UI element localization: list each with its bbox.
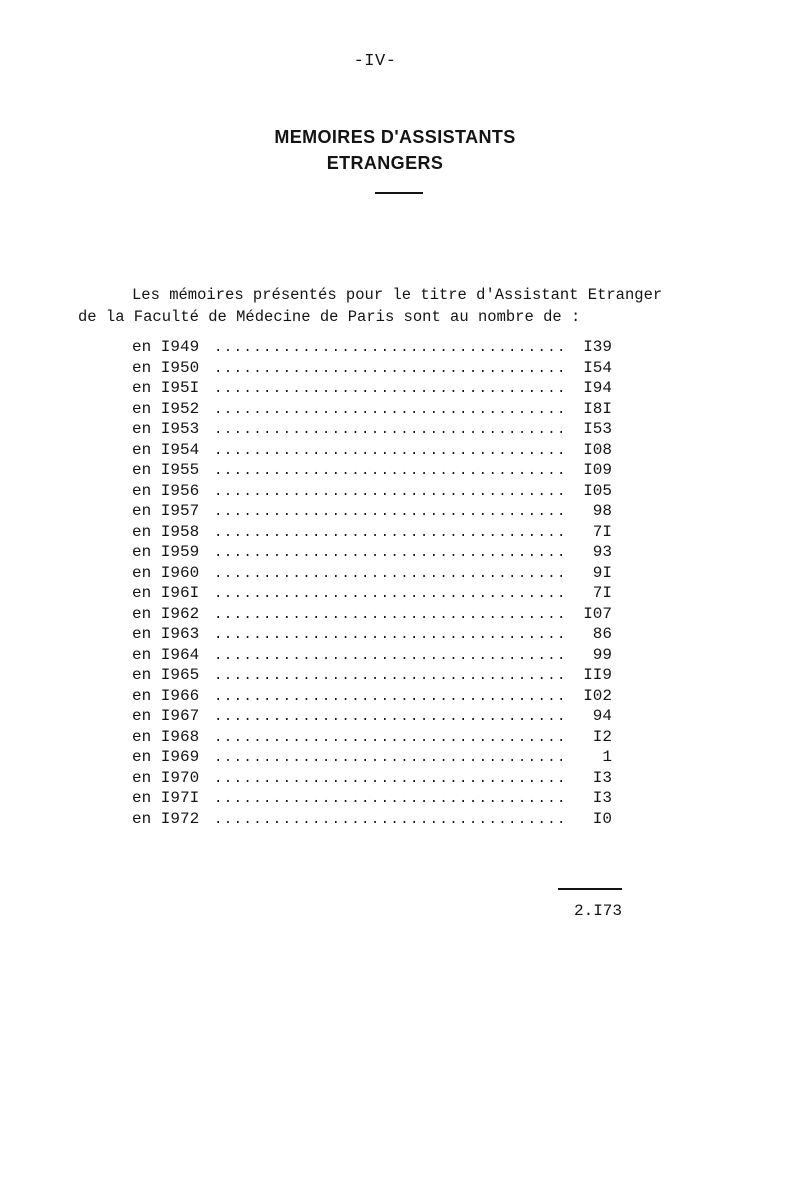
year-label: en I964 — [132, 645, 200, 664]
list-item — [132, 769, 612, 790]
year-label: en I96I — [132, 584, 200, 602]
count-value: I0 — [592, 809, 612, 828]
list-item — [132, 687, 612, 708]
year-label: en I963 — [132, 625, 200, 643]
year-label: en I970 — [132, 768, 200, 787]
year-label: en I956 — [132, 481, 200, 500]
intro-paragraph — [78, 284, 768, 328]
count-value: 1 — [602, 748, 612, 766]
year-label: en I952 — [132, 399, 200, 418]
dot-leader — [214, 709, 564, 725]
count-value: II9 — [583, 666, 612, 684]
count-value: I39 — [583, 338, 612, 356]
count-value: I54 — [583, 358, 612, 377]
dot-leader — [214, 484, 564, 500]
list-item — [132, 461, 612, 482]
dot-leader — [214, 627, 564, 643]
dot-leader — [214, 750, 564, 766]
dot-leader — [214, 689, 564, 705]
list-item — [132, 584, 612, 605]
year-label: en I97I — [132, 789, 200, 807]
list-item — [132, 338, 612, 359]
list-item — [132, 400, 612, 421]
dot-leader — [214, 422, 564, 438]
year-label: en I95I — [132, 379, 200, 397]
page-title — [0, 124, 790, 176]
count-value: I53 — [583, 420, 612, 438]
year-count-list — [132, 338, 612, 830]
list-item — [132, 707, 612, 728]
year-label: en I957 — [132, 502, 200, 520]
page-number: -IV- — [353, 52, 397, 71]
count-value: I2 — [592, 727, 612, 746]
year-label: en I950 — [132, 358, 200, 377]
list-item — [132, 748, 612, 769]
dot-leader — [214, 361, 564, 377]
count-value: I07 — [583, 604, 612, 623]
dot-leader — [214, 504, 564, 520]
count-value: 94 — [592, 707, 612, 725]
list-item — [132, 482, 612, 503]
count-value: I08 — [583, 440, 612, 459]
list-item — [132, 728, 612, 749]
year-label: en I958 — [132, 522, 200, 541]
year-label: en I969 — [132, 748, 200, 766]
dot-leader — [214, 730, 564, 746]
count-value: 7I — [592, 522, 612, 541]
count-value: 98 — [592, 502, 612, 520]
count-value: I94 — [583, 379, 612, 397]
total-rule — [558, 888, 622, 890]
list-item — [132, 502, 612, 523]
count-value: I3 — [592, 789, 612, 807]
total-value: 2.I73 — [573, 902, 622, 920]
year-label: en I962 — [132, 604, 200, 623]
dot-leader — [214, 668, 564, 684]
dot-leader — [214, 402, 564, 418]
year-label: en I954 — [132, 440, 200, 459]
count-value: 93 — [592, 543, 612, 561]
count-value: 86 — [592, 625, 612, 643]
dot-leader — [214, 545, 564, 561]
year-label: en I966 — [132, 686, 200, 705]
title-line-1: MEMOIRES D'ASSISTANTS — [274, 127, 516, 147]
title-line-2: ETRANGERS — [326, 153, 444, 173]
year-label: en I949 — [132, 338, 200, 356]
list-item — [132, 523, 612, 544]
dot-leader — [214, 648, 564, 664]
dot-leader — [214, 443, 564, 459]
count-value: 99 — [592, 645, 612, 664]
dot-leader — [214, 586, 564, 602]
list-item — [132, 359, 612, 380]
intro-line-2: de la Faculté de Médecine de Paris sont au nombre de : — [78, 308, 581, 326]
count-value: I09 — [583, 461, 612, 479]
dot-leader — [214, 566, 564, 582]
dot-leader — [214, 607, 564, 623]
list-item — [132, 564, 612, 585]
list-item — [132, 810, 612, 831]
dot-leader — [214, 340, 564, 356]
count-value: I05 — [583, 481, 612, 500]
dot-leader — [214, 463, 564, 479]
list-item — [132, 605, 612, 626]
list-item — [132, 646, 612, 667]
year-label: en I968 — [132, 727, 200, 746]
dot-leader — [214, 381, 564, 397]
year-label: en I972 — [132, 809, 200, 828]
dot-leader — [214, 791, 564, 807]
title-underline — [375, 192, 423, 194]
count-value: I02 — [583, 686, 612, 705]
list-item — [132, 789, 612, 810]
count-value: 7I — [592, 584, 612, 602]
list-item — [132, 441, 612, 462]
dot-leader — [214, 771, 564, 787]
list-item — [132, 666, 612, 687]
list-item — [132, 420, 612, 441]
year-label: en I967 — [132, 707, 200, 725]
count-value: I8I — [583, 399, 612, 418]
year-label: en I953 — [132, 420, 200, 438]
list-item — [132, 543, 612, 564]
year-label: en I959 — [132, 543, 200, 561]
dot-leader — [214, 812, 564, 828]
list-item — [132, 379, 612, 400]
list-item — [132, 625, 612, 646]
year-label: en I965 — [132, 666, 200, 684]
year-label: en I960 — [132, 563, 200, 582]
year-label: en I955 — [132, 461, 200, 479]
count-value: I3 — [592, 768, 612, 787]
intro-line-1: Les mémoires présentés pour le titre d'Assistant Etranger — [132, 286, 663, 304]
dot-leader — [214, 525, 564, 541]
count-value: 9I — [592, 563, 612, 582]
